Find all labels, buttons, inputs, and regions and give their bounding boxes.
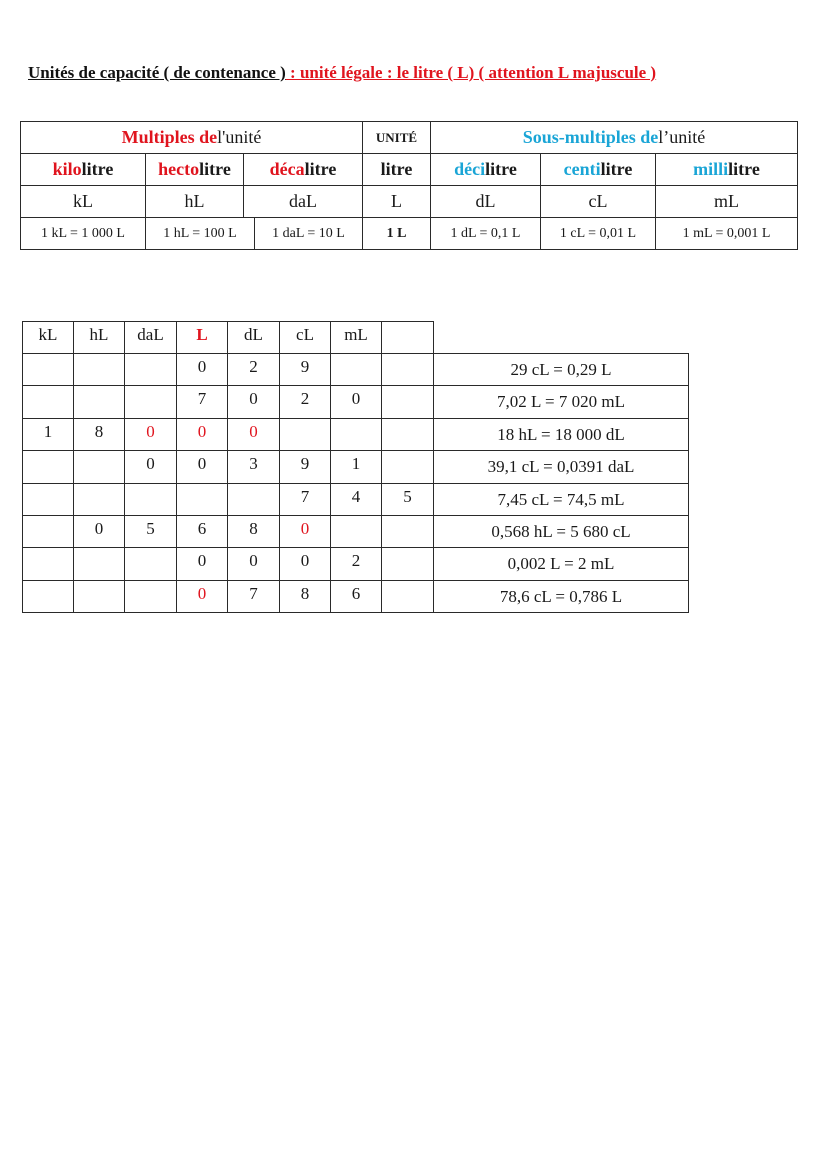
digit-cell (330, 353, 382, 386)
digit-value: 0 (249, 389, 258, 408)
digit-value: 7 (249, 584, 258, 603)
conversion-result (433, 483, 689, 516)
digit-cell (22, 483, 74, 516)
conversion-result (433, 353, 689, 386)
digit-value: 8 (249, 519, 258, 538)
digit-cell (227, 418, 280, 451)
digit-cell (22, 450, 74, 484)
unit-equivalence (254, 217, 363, 250)
conversion-result-text: 29 cL = 0,29 L (510, 359, 612, 379)
digit-value: 5 (403, 487, 412, 506)
digit-cell (279, 547, 331, 581)
digit-cell (381, 580, 434, 613)
title-legal-unit: : unité légale : le litre ( L) ( attention L majuscule ) (285, 63, 657, 82)
digit-value: 6 (197, 519, 207, 538)
conversion-result (433, 547, 689, 581)
unit-equivalence-text: 1 mL = 0,001 L (682, 225, 771, 241)
digit-cell (176, 418, 228, 451)
digit-cell (73, 353, 125, 386)
column-header-mL (330, 321, 382, 354)
unit-equivalence-text: 1 kL = 1 000 L (41, 225, 125, 241)
column-header-text: dL (244, 325, 263, 344)
unit-name-déci (430, 153, 541, 186)
digit-cell (279, 515, 331, 548)
column-header-text: cL (296, 325, 314, 344)
column-header-dL (227, 321, 280, 354)
unit-name-kilo (20, 153, 146, 186)
digit-value: 0 (300, 551, 310, 570)
unit-name-milli (655, 153, 798, 186)
unit-suffix: litre (600, 159, 633, 179)
digit-cell (73, 515, 125, 548)
conversion-result-text: 18 hL = 18 000 dL (497, 424, 625, 444)
digit-cell (176, 385, 228, 419)
page-title (28, 63, 656, 83)
digit-cell (330, 580, 382, 613)
digit-cell (330, 418, 382, 451)
unit-symbol (20, 185, 146, 218)
unit-header (362, 121, 431, 154)
digit-cell (330, 450, 382, 484)
multiples-header (20, 121, 363, 154)
unit-prefix: déca (269, 159, 305, 179)
digit-cell (124, 580, 177, 613)
unit-name-litre (362, 153, 431, 186)
submultiples-label-rest: l’unité (658, 127, 706, 147)
unit-symbol (540, 185, 656, 218)
digit-value: 0 (146, 454, 155, 473)
digit-cell (22, 515, 74, 548)
unit-symbol (430, 185, 541, 218)
unit-symbol (145, 185, 244, 218)
digit-cell (124, 450, 177, 484)
digit-cell (227, 385, 280, 419)
digit-cell (22, 547, 74, 581)
digit-cell (124, 483, 177, 516)
digit-value: 7 (300, 487, 310, 506)
multiples-label-rest: l'unité (217, 127, 262, 147)
conversion-result-text: 7,45 cL = 74,5 mL (497, 489, 625, 509)
title-main: Unités de capacité ( de contenance ) (28, 63, 286, 82)
unit-prefix: hecto (158, 159, 200, 179)
unit-equivalence (540, 217, 656, 250)
unit-suffix: litre (485, 159, 517, 179)
digit-value: 8 (300, 584, 310, 603)
unit-suffix: litre (199, 159, 231, 179)
digit-cell (73, 450, 125, 484)
unit-prefix: déci (454, 159, 486, 179)
conversion-result (433, 580, 689, 613)
digit-value: 0 (249, 422, 258, 441)
unit-equivalence-text: 1 dL = 0,1 L (450, 225, 521, 241)
column-header-text: L (196, 325, 208, 344)
digit-cell (330, 547, 382, 581)
digit-value: 9 (300, 454, 310, 473)
multiples-label: Multiples de (121, 127, 218, 147)
digit-value: 1 (351, 454, 361, 473)
digit-cell (176, 450, 228, 484)
digit-cell (279, 418, 331, 451)
digit-value: 7 (197, 389, 207, 408)
conversion-result-text: 78,6 cL = 0,786 L (499, 586, 623, 606)
unit-prefix: milli (693, 159, 729, 179)
digit-value: 1 (43, 422, 53, 441)
digit-cell (124, 353, 177, 386)
conversion-result-text: 0,002 L = 2 mL (507, 554, 615, 573)
digit-cell (381, 418, 434, 451)
digit-cell (22, 580, 74, 613)
unit-symbol (655, 185, 798, 218)
unit-equivalence-text: 1 cL = 0,01 L (559, 225, 637, 241)
column-header-hL (73, 321, 125, 354)
conversion-result (433, 418, 689, 451)
digit-value: 0 (249, 551, 258, 570)
submultiples-label: Sous-multiples de (522, 127, 659, 147)
digit-cell (381, 483, 434, 516)
unit-equivalence (655, 217, 798, 250)
digit-cell (176, 483, 228, 516)
submultiples-header (430, 121, 798, 154)
unit-suffix: litre (81, 159, 114, 179)
conversion-result (433, 450, 689, 484)
digit-cell (73, 385, 125, 419)
unit-symbol-text: kL (73, 191, 93, 211)
digit-value: 0 (94, 519, 104, 538)
digit-cell (176, 580, 228, 613)
digit-value: 0 (197, 584, 207, 603)
digit-cell (330, 515, 382, 548)
digit-value: 0 (197, 454, 207, 473)
digit-cell (279, 483, 331, 516)
digit-cell (227, 483, 280, 516)
digit-value: 3 (249, 454, 258, 473)
digit-value: 2 (351, 551, 361, 570)
unit-symbol-text: cL (588, 191, 608, 211)
digit-cell (124, 385, 177, 419)
unit-symbol-text: L (391, 191, 402, 211)
digit-cell (227, 547, 280, 581)
digit-value: 0 (197, 551, 207, 570)
conversion-result-text: 7,02 L = 7 020 mL (497, 392, 625, 411)
digit-cell (381, 547, 434, 581)
digit-cell (22, 353, 74, 386)
unit-label: UNITÉ (375, 129, 418, 145)
unit-symbol-text: dL (475, 191, 496, 211)
digit-cell (227, 353, 280, 386)
digit-value: 0 (197, 422, 207, 441)
unit-equivalence-text: 1 hL = 100 L (163, 225, 237, 241)
unit-equivalence-text: 1 L (386, 225, 407, 241)
digit-cell (330, 483, 382, 516)
digit-cell (279, 385, 331, 419)
digit-value: 6 (351, 584, 361, 603)
unit-prefix: kilo (52, 159, 82, 179)
conversion-result-text: 39,1 cL = 0,0391 daL (487, 457, 635, 476)
column-header-extra (381, 321, 434, 354)
digit-cell (73, 547, 125, 581)
digit-value: 0 (351, 389, 361, 408)
conversion-result (433, 515, 689, 548)
column-header-kL (22, 321, 74, 354)
digit-value: 5 (146, 519, 155, 538)
unit-prefix: centi (563, 159, 601, 179)
digit-cell (227, 515, 280, 548)
digit-cell (176, 547, 228, 581)
digit-value: 9 (300, 357, 310, 376)
digit-cell (22, 385, 74, 419)
column-header-text: daL (137, 325, 164, 344)
column-header-text: kL (38, 325, 58, 344)
column-header-daL (124, 321, 177, 354)
column-header-L (176, 321, 228, 354)
unit-suffix: litre (304, 159, 337, 179)
digit-cell (124, 547, 177, 581)
unit-symbol (243, 185, 363, 218)
digit-cell (176, 515, 228, 548)
digit-cell (124, 515, 177, 548)
digit-cell (381, 515, 434, 548)
digit-cell (381, 353, 434, 386)
digit-cell (73, 483, 125, 516)
digit-value: 0 (146, 422, 155, 441)
digit-cell (176, 353, 228, 386)
digit-cell (73, 418, 125, 451)
digit-cell (381, 385, 434, 419)
digit-cell (124, 418, 177, 451)
digit-cell (279, 450, 331, 484)
unit-equivalence (145, 217, 255, 250)
digit-cell (279, 580, 331, 613)
digit-value: 2 (249, 357, 258, 376)
digit-value: 4 (351, 487, 361, 506)
conversion-result (433, 385, 689, 419)
column-header-text: hL (89, 325, 109, 344)
unit-name-déca (243, 153, 363, 186)
digit-cell (73, 580, 125, 613)
unit-equivalence-text: 1 daL = 10 L (272, 225, 345, 241)
digit-cell (381, 450, 434, 484)
digit-value: 0 (300, 519, 310, 538)
column-header-text: mL (344, 325, 368, 344)
unit-equivalence (20, 217, 146, 250)
digit-cell (22, 418, 74, 451)
digit-cell (227, 450, 280, 484)
digit-cell (330, 385, 382, 419)
unit-suffix: litre (380, 159, 413, 179)
unit-name-hecto (145, 153, 244, 186)
unit-symbol (362, 185, 431, 218)
unit-name-centi (540, 153, 656, 186)
digit-value: 8 (94, 422, 104, 441)
unit-equivalence (430, 217, 541, 250)
conversion-result-text: 0,568 hL = 5 680 cL (491, 521, 631, 541)
digit-value: 0 (197, 357, 207, 376)
digit-value: 2 (300, 389, 310, 408)
digit-cell (279, 353, 331, 386)
unit-equivalence (362, 217, 431, 250)
unit-symbol-text: daL (289, 191, 317, 211)
column-header-cL (279, 321, 331, 354)
digit-cell (227, 580, 280, 613)
unit-suffix: litre (728, 159, 760, 179)
unit-symbol-text: hL (184, 191, 205, 211)
unit-symbol-text: mL (714, 191, 739, 211)
